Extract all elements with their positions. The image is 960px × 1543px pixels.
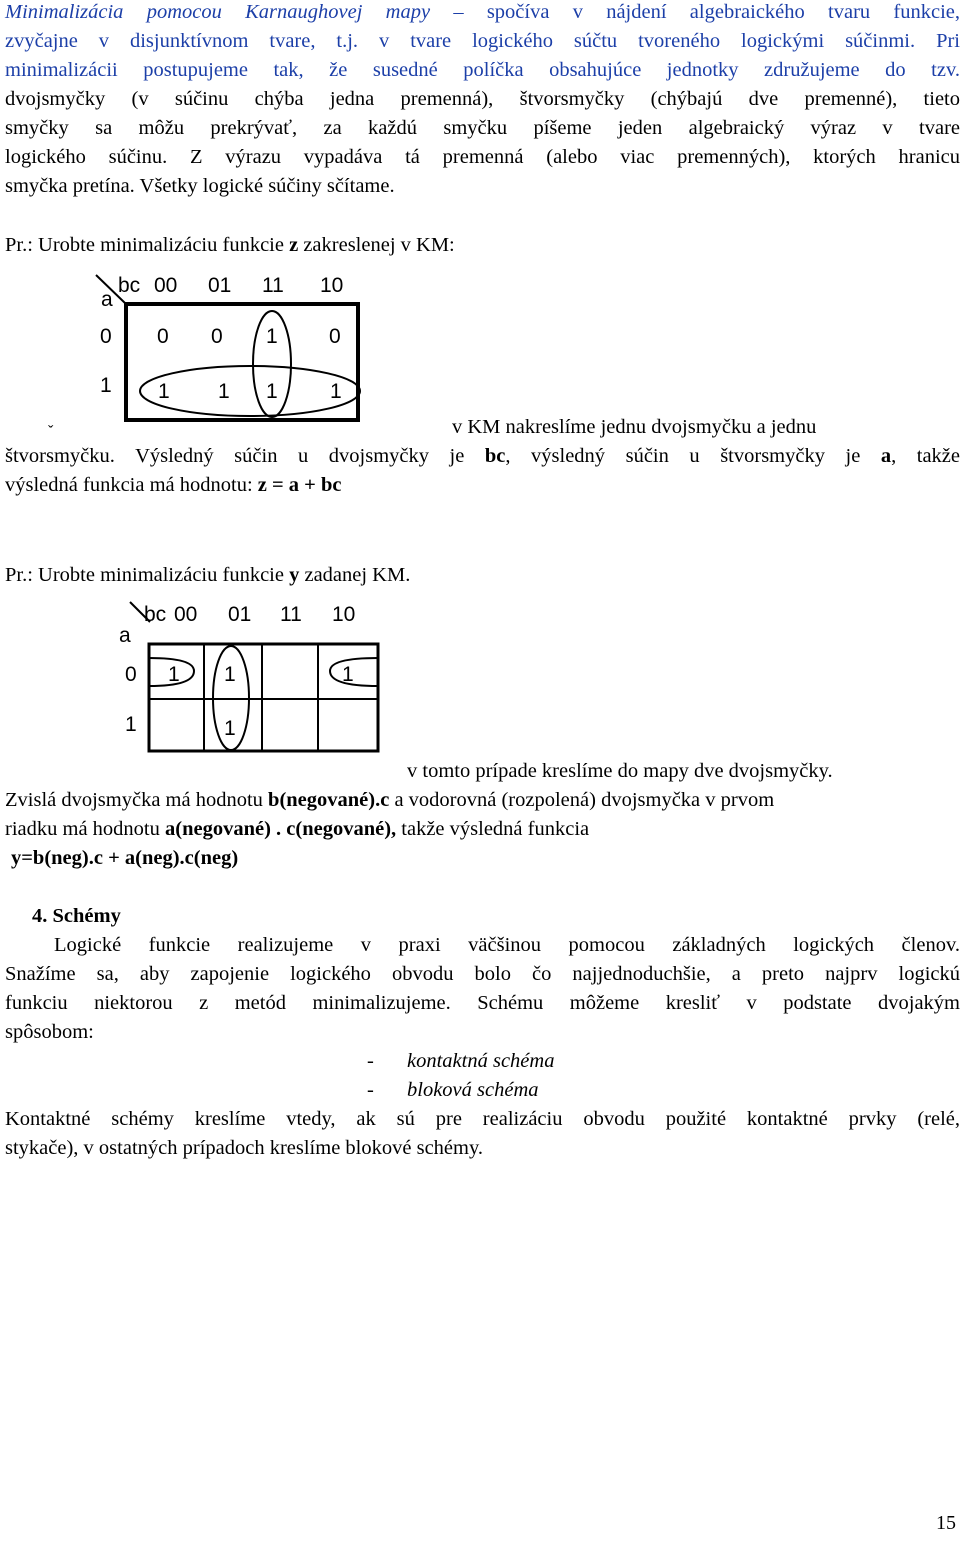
km1-stvorsmycka-loop xyxy=(140,366,360,416)
km1-cell: 1 xyxy=(158,380,170,403)
km1-col-header: 00 xyxy=(154,274,178,297)
km1-corner-row: a xyxy=(101,288,113,311)
example2-line-2: Zvislá dvojsmyčka má hodnotu b(negované).c a vodorovná (rozpolená) dvojsmyčka v prvom xyxy=(5,789,775,811)
example1-result: z = a + bc xyxy=(257,474,342,496)
section4-line-3: funkciu niektorou z metód minimalizujeme. Schému môžeme kresliť v podstate dvojakým xyxy=(5,992,960,1014)
section4-p2-line-1: Kontaktné schémy kreslíme vtedy, ak sú pre realizáciu obvodu použité kontaktné prvky (relé, xyxy=(5,1108,960,1130)
example1-heading: Pr.: Urobte minimalizáciu funkcie z zakreslenej v KM: xyxy=(5,234,455,256)
example1-line-3: výsledná funkcia má hodnotu: z = a + bc xyxy=(5,474,342,496)
km1-cell: 1 xyxy=(266,380,278,403)
km1-col-header: 11 xyxy=(262,274,284,297)
km1-cell: 1 xyxy=(330,380,342,403)
section-heading: 4. Schémy xyxy=(32,905,121,927)
km2-cell: 1 xyxy=(168,663,180,686)
km2-cell: 1 xyxy=(342,663,354,686)
section4-paragraph-2 xyxy=(5,1105,960,1163)
example1-text xyxy=(5,413,960,500)
km1-row-header: 0 xyxy=(100,325,112,348)
intro-line-3: minimalizácii postupujeme tak, že susedné políčka obsahujúce jednotky združujeme do tzv. xyxy=(5,59,960,81)
km2-horizontal-loop-right xyxy=(330,658,378,686)
km2-col-header: 01 xyxy=(228,603,252,626)
km1-corner-col: bc xyxy=(118,274,141,297)
km2-cell: 1 xyxy=(224,663,236,686)
km1-row-header: 1 xyxy=(100,374,112,397)
karnaugh-map-2 xyxy=(112,598,392,763)
intro-line-5: smyčky sa môžu prekrývať, za každú smyčku píšeme jeden algebraický výraz v tvare xyxy=(5,117,960,139)
km2-col-header: 11 xyxy=(280,603,302,626)
section4-paragraph-1 xyxy=(5,931,960,1047)
intro-line-2: zvyčajne v disjunktívnom tvare, t.j. v tvare logického súčtu tvoreného logickými súčinmi. Pri xyxy=(5,30,960,52)
section4-line-2: Snažíme sa, aby zapojenie logického obvodu bolo čo najjednoduchšie, a preto najprv logickú xyxy=(5,963,960,985)
example2-line-1: v tomto prípade kreslíme do mapy dve dvojsmyčky. xyxy=(407,760,833,782)
section4-line-4: spôsobom: xyxy=(5,1021,94,1043)
km1-cell: 0 xyxy=(157,325,169,348)
intro-line-6: logického súčinu. Z výrazu vypadáva tá premenná (alebo viac premenných), ktorých hranicu xyxy=(5,146,960,168)
km2-col-header: 10 xyxy=(332,603,356,626)
km1-cell: 0 xyxy=(211,325,223,348)
km2-corner-col: bc xyxy=(144,603,167,626)
section4-p2-line-2: stykače), v ostatných prípadoch kreslíme blokové schémy. xyxy=(5,1137,484,1159)
list-item: - bloková schéma xyxy=(367,1079,539,1101)
example1-mark: ˇ xyxy=(48,423,54,440)
example1-line-2: štvorsmyčku. Výsledný súčin u dvojsmyčky je bc, výsledný súčin u štvorsmyčky je a, takže xyxy=(5,445,960,467)
example2-result: y=b(neg).c + a(neg).c(neg) xyxy=(11,847,239,869)
km2-row-header: 1 xyxy=(125,713,137,736)
section4-line-1: Logické funkcie realizujeme v praxi väčšinou pomocou základných logických členov. xyxy=(54,934,960,956)
example1-line-1: v KM nakreslíme jednu dvojsmyčku a jednu xyxy=(452,416,817,438)
km2-row-header: 0 xyxy=(125,663,137,686)
intro-line-4: dvojsmyčky (v súčinu chýba jedna premenná), štvorsmyčky (chýbajú dve premenné), tieto xyxy=(5,88,960,110)
km1-col-header: 01 xyxy=(208,274,232,297)
intro-paragraph xyxy=(5,0,960,201)
example2-heading: Pr.: Urobte minimalizáciu funkcie y zadanej KM. xyxy=(5,564,411,586)
page-number: 15 xyxy=(936,1512,956,1534)
km2-cell: 1 xyxy=(224,717,236,740)
km1-col-header: 10 xyxy=(320,274,344,297)
section4-list xyxy=(5,1047,960,1105)
km2-col-header: 00 xyxy=(174,603,198,626)
intro-line-7: smyčka pretína. Všetky logické súčiny sčítame. xyxy=(5,175,395,197)
km1-cell: 0 xyxy=(329,325,341,348)
km1-cell: 1 xyxy=(218,380,230,403)
intro-line-1: Minimalizácia pomocou Karnaughovej mapy – spočíva v nájdení algebraického tvaru funkcie, xyxy=(5,1,960,23)
km1-cell: 1 xyxy=(266,325,278,348)
example2-line-3: riadku má hodnotu a(negované) . c(negované), takže výsledná funkcia xyxy=(5,818,590,840)
karnaugh-map-1 xyxy=(90,268,375,428)
example2-text xyxy=(5,757,960,873)
list-item: - kontaktná schéma xyxy=(367,1050,555,1072)
km2-corner-row: a xyxy=(119,624,131,647)
